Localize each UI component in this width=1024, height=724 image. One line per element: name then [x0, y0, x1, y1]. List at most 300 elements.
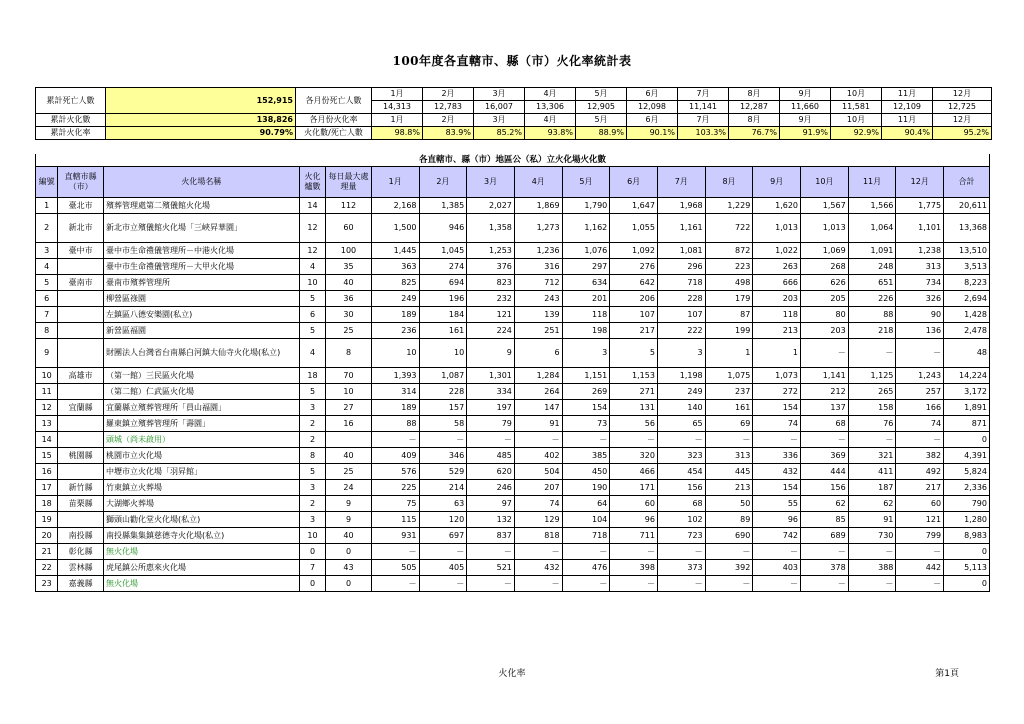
row-furnaces: 5	[299, 291, 325, 307]
monthly-rate-value: 92.9%	[831, 127, 882, 140]
row-month-value: －	[657, 544, 705, 560]
row-month-value: －	[705, 544, 753, 560]
row-month-value: 228	[657, 291, 705, 307]
row-month-value: －	[610, 544, 658, 560]
row-crematorium-name: 無火化場	[103, 576, 299, 592]
row-month-value: 1,393	[371, 368, 419, 384]
row-month-value: 323	[657, 448, 705, 464]
summary-month-header: 11月	[882, 88, 933, 101]
row-month-value: －	[801, 544, 849, 560]
row-capacity: 0	[326, 576, 372, 592]
row-month-value: 189	[371, 307, 419, 323]
table-row	[36, 291, 990, 307]
table-subtitle: 各直轄市、縣（市）地區公（私）立火化場火化數	[36, 154, 990, 167]
row-month-value: 257	[896, 384, 944, 400]
row-total: 20,611	[944, 198, 990, 214]
row-month-value: 248	[848, 259, 896, 275]
row-month-value: 166	[896, 400, 944, 416]
row-number: 13	[36, 416, 58, 432]
table-row	[36, 400, 990, 416]
row-month-value: 154	[753, 480, 801, 496]
row-city	[58, 339, 104, 368]
row-total: 3,513	[944, 259, 990, 275]
row-month-value: 156	[801, 480, 849, 496]
row-capacity: 112	[326, 198, 372, 214]
row-month-value: 576	[371, 464, 419, 480]
row-month-value: －	[848, 576, 896, 592]
table-row	[36, 323, 990, 339]
row-month-value: 316	[514, 259, 562, 275]
col-header-month: 8月	[705, 167, 753, 198]
row-month-value: 1,790	[562, 198, 610, 214]
row-number: 23	[36, 576, 58, 592]
row-total: 5,824	[944, 464, 990, 480]
col-header-month: 1月	[371, 167, 419, 198]
row-month-value: 382	[896, 448, 944, 464]
row-month-value: 1,358	[467, 214, 515, 243]
row-month-value: 385	[562, 448, 610, 464]
row-furnaces: 2	[299, 416, 325, 432]
row-furnaces: 14	[299, 198, 325, 214]
row-month-value: 276	[610, 259, 658, 275]
row-month-value: 136	[896, 323, 944, 339]
row-crematorium-name: 殯葬管理處第二殯儀館火化場	[103, 198, 299, 214]
monthly-rate-value: 90.1%	[627, 127, 678, 140]
row-month-value: 529	[419, 464, 467, 480]
row-month-value: 228	[419, 384, 467, 400]
monthly-death-value: 12,905	[576, 101, 627, 114]
row-month-value: 154	[562, 400, 610, 416]
table-row	[36, 198, 990, 214]
row-month-value: 1,087	[419, 368, 467, 384]
row-furnaces: 6	[299, 307, 325, 323]
col-header-city: 直轄市縣（市）	[58, 167, 104, 198]
row-month-value: 1	[705, 339, 753, 368]
row-total: 14,224	[944, 368, 990, 384]
row-month-value: 161	[419, 323, 467, 339]
row-total: 5,113	[944, 560, 990, 576]
row-month-value: 203	[801, 323, 849, 339]
row-month-value: 378	[801, 560, 849, 576]
row-month-value: 1,069	[801, 243, 849, 259]
summary-month-header: 10月	[831, 88, 882, 101]
table-row	[36, 496, 990, 512]
row-month-value: 1,620	[753, 198, 801, 214]
row-month-value: －	[801, 339, 849, 368]
row-capacity	[326, 432, 372, 448]
row-month-value: 69	[705, 416, 753, 432]
row-month-value: 521	[467, 560, 515, 576]
row-number: 2	[36, 214, 58, 243]
row-month-value: 179	[705, 291, 753, 307]
row-capacity: 10	[326, 384, 372, 400]
row-number: 12	[36, 400, 58, 416]
summary-table	[35, 87, 992, 140]
row-month-value: 140	[657, 400, 705, 416]
row-month-value: 91	[514, 416, 562, 432]
row-month-value: 694	[419, 275, 467, 291]
row-capacity: 27	[326, 400, 372, 416]
monthly-rate-value: 88.9%	[576, 127, 627, 140]
row-city: 臺中市	[58, 243, 104, 259]
row-month-value: 825	[371, 275, 419, 291]
row-month-value: －	[657, 576, 705, 592]
table-row	[36, 259, 990, 275]
row-month-value: 201	[562, 291, 610, 307]
row-month-value: 3	[657, 339, 705, 368]
row-month-value: 203	[753, 291, 801, 307]
row-month-value: 9	[467, 339, 515, 368]
row-number: 3	[36, 243, 58, 259]
monthly-death-value: 12,783	[423, 101, 474, 114]
row-month-value: 369	[801, 448, 849, 464]
row-number: 11	[36, 384, 58, 400]
monthly-rate-label: 各月份火化率	[296, 114, 372, 127]
row-month-value: 121	[467, 307, 515, 323]
row-month-value: 68	[657, 496, 705, 512]
row-month-value: 1,161	[657, 214, 705, 243]
row-city	[58, 416, 104, 432]
row-crematorium-name: 虎尾鎮公所惠來火化場	[103, 560, 299, 576]
row-month-value: －	[801, 576, 849, 592]
monthly-rate-value: 93.8%	[525, 127, 576, 140]
row-month-value: 392	[705, 560, 753, 576]
row-capacity: 9	[326, 496, 372, 512]
row-month-value: 476	[562, 560, 610, 576]
row-number: 20	[36, 528, 58, 544]
row-month-value: 442	[896, 560, 944, 576]
row-city: 彰化縣	[58, 544, 104, 560]
row-crematorium-name: 桃園市立火化場	[103, 448, 299, 464]
row-month-value: －	[514, 576, 562, 592]
row-month-value: 217	[610, 323, 658, 339]
row-month-value: 321	[848, 448, 896, 464]
row-number: 19	[36, 512, 58, 528]
row-month-value: －	[467, 544, 515, 560]
row-city: 苗栗縣	[58, 496, 104, 512]
row-capacity: 60	[326, 214, 372, 243]
summary-month-header: 4月	[525, 88, 576, 101]
table-row	[36, 384, 990, 400]
col-header-month: 7月	[657, 167, 705, 198]
col-header-capacity: 每日最大處理量	[326, 167, 372, 198]
row-total: 13,510	[944, 243, 990, 259]
row-month-value: 115	[371, 512, 419, 528]
row-month-value: 236	[371, 323, 419, 339]
row-month-value: 1,091	[848, 243, 896, 259]
row-month-value: 1,013	[801, 214, 849, 243]
monthly-rate-value: 76.7%	[729, 127, 780, 140]
row-month-value: －	[753, 432, 801, 448]
row-furnaces: 12	[299, 243, 325, 259]
row-crematorium-name: 宜蘭縣立殯葬管理所「員山福園」	[103, 400, 299, 416]
table-row	[36, 243, 990, 259]
row-furnaces: 10	[299, 275, 325, 291]
row-total: 1,280	[944, 512, 990, 528]
summary-month-header: 11月	[882, 114, 933, 127]
row-month-value: 409	[371, 448, 419, 464]
col-header-month: 11月	[848, 167, 896, 198]
row-month-value: 87	[705, 307, 753, 323]
summary-month-header: 3月	[474, 88, 525, 101]
row-month-value: 88	[371, 416, 419, 432]
row-total: 0	[944, 432, 990, 448]
row-month-value: 171	[610, 480, 658, 496]
row-month-value: 223	[705, 259, 753, 275]
col-header-month: 4月	[514, 167, 562, 198]
row-month-value: 79	[467, 416, 515, 432]
row-capacity: 40	[326, 528, 372, 544]
row-city	[58, 464, 104, 480]
row-month-value: 432	[753, 464, 801, 480]
row-month-value: －	[848, 339, 896, 368]
row-crematorium-name: 左鎮區八德安樂園(私立)	[103, 307, 299, 323]
row-month-value: 1,243	[896, 368, 944, 384]
table-row	[36, 432, 990, 448]
row-number: 21	[36, 544, 58, 560]
row-month-value: 74	[753, 416, 801, 432]
row-month-value: 199	[705, 323, 753, 339]
row-month-value: 1,125	[848, 368, 896, 384]
row-month-value: 102	[657, 512, 705, 528]
row-month-value: 1	[753, 339, 801, 368]
row-total: 0	[944, 576, 990, 592]
table-row	[36, 544, 990, 560]
row-furnaces: 12	[299, 214, 325, 243]
row-month-value: 376	[467, 259, 515, 275]
row-month-value: －	[610, 576, 658, 592]
col-header-month: 12月	[896, 167, 944, 198]
row-month-value: 251	[514, 323, 562, 339]
row-capacity: 40	[326, 275, 372, 291]
row-month-value: 718	[562, 528, 610, 544]
row-month-value: －	[467, 432, 515, 448]
row-month-value: 1,045	[419, 243, 467, 259]
summary-month-header: 12月	[933, 88, 992, 101]
monthly-death-value: 12,109	[882, 101, 933, 114]
row-month-value: 197	[467, 400, 515, 416]
row-month-value: 402	[514, 448, 562, 464]
row-month-value: 718	[657, 275, 705, 291]
row-month-value: 80	[801, 307, 849, 323]
summary-month-header: 6月	[627, 88, 678, 101]
row-month-value: 1,968	[657, 198, 705, 214]
monthly-death-value: 12,287	[729, 101, 780, 114]
deaths-value: 152,915	[106, 88, 296, 114]
row-month-value: 1,076	[562, 243, 610, 259]
row-month-value: －	[419, 432, 467, 448]
row-month-value: 243	[514, 291, 562, 307]
summary-month-header: 3月	[474, 114, 525, 127]
monthly-deaths-label: 各月份死亡人數	[296, 88, 372, 114]
row-month-value: 837	[467, 528, 515, 544]
row-number: 16	[36, 464, 58, 480]
row-month-value: 634	[562, 275, 610, 291]
summary-month-header: 8月	[729, 114, 780, 127]
row-total: 2,336	[944, 480, 990, 496]
table-row	[36, 339, 990, 368]
row-month-value: 872	[705, 243, 753, 259]
sheet-name: 火化率	[498, 669, 526, 679]
row-month-value: －	[514, 432, 562, 448]
table-row	[36, 480, 990, 496]
row-month-value: 157	[419, 400, 467, 416]
summary-month-header: 9月	[780, 88, 831, 101]
row-total: 0	[944, 544, 990, 560]
row-month-value: －	[705, 576, 753, 592]
row-crematorium-name: 大湖鄉火葬場	[103, 496, 299, 512]
row-month-value: 405	[419, 560, 467, 576]
row-month-value: 742	[753, 528, 801, 544]
row-month-value: 690	[705, 528, 753, 544]
table-row	[36, 307, 990, 323]
row-month-value: 651	[848, 275, 896, 291]
row-month-value: 184	[419, 307, 467, 323]
row-month-value: 50	[705, 496, 753, 512]
summary-month-header: 7月	[678, 88, 729, 101]
row-month-value: 1,253	[467, 243, 515, 259]
row-furnaces: 3	[299, 512, 325, 528]
row-month-value: 432	[514, 560, 562, 576]
row-month-value: 75	[371, 496, 419, 512]
row-month-value: 411	[848, 464, 896, 480]
row-month-value: 1,229	[705, 198, 753, 214]
row-month-value: 388	[848, 560, 896, 576]
formula-label: 火化數/死亡人數	[296, 127, 372, 140]
row-capacity: 0	[326, 544, 372, 560]
row-month-value: 1,445	[371, 243, 419, 259]
row-month-value: 268	[801, 259, 849, 275]
row-month-value: 2,027	[467, 198, 515, 214]
row-month-value: 1,647	[610, 198, 658, 214]
row-month-value: 274	[419, 259, 467, 275]
col-header-no: 編號	[36, 167, 58, 198]
row-month-value: 213	[753, 323, 801, 339]
row-month-value: 206	[610, 291, 658, 307]
row-month-value: 297	[562, 259, 610, 275]
row-furnaces: 7	[299, 560, 325, 576]
row-month-value: 74	[896, 416, 944, 432]
row-month-value: 1,073	[753, 368, 801, 384]
row-total: 4,391	[944, 448, 990, 464]
row-month-value: 450	[562, 464, 610, 480]
row-month-value: 74	[514, 496, 562, 512]
row-month-value: 642	[610, 275, 658, 291]
row-capacity: 24	[326, 480, 372, 496]
row-crematorium-name: 無火化場	[103, 544, 299, 560]
row-month-value: 213	[705, 480, 753, 496]
row-month-value: 62	[848, 496, 896, 512]
row-number: 14	[36, 432, 58, 448]
monthly-rate-value: 83.9%	[423, 127, 474, 140]
row-month-value: 1,022	[753, 243, 801, 259]
row-crematorium-name: （第一館）三民區火化場	[103, 368, 299, 384]
deaths-label: 累計死亡人數	[36, 88, 106, 114]
col-header-month: 3月	[467, 167, 515, 198]
row-month-value: 214	[419, 480, 467, 496]
row-furnaces: 10	[299, 528, 325, 544]
row-capacity: 9	[326, 512, 372, 528]
row-month-value: 498	[705, 275, 753, 291]
row-month-value: 222	[657, 323, 705, 339]
row-number: 5	[36, 275, 58, 291]
row-furnaces: 3	[299, 480, 325, 496]
row-month-value: 363	[371, 259, 419, 275]
monthly-rate-value: 90.4%	[882, 127, 933, 140]
table-row	[36, 560, 990, 576]
row-month-value: 246	[467, 480, 515, 496]
row-city	[58, 512, 104, 528]
row-city: 新竹縣	[58, 480, 104, 496]
row-month-value: 91	[848, 512, 896, 528]
row-number: 18	[36, 496, 58, 512]
summary-month-header: 2月	[423, 88, 474, 101]
row-capacity: 8	[326, 339, 372, 368]
row-month-value: 1,567	[801, 198, 849, 214]
row-month-value: 132	[467, 512, 515, 528]
row-month-value: 120	[419, 512, 467, 528]
summary-month-header: 2月	[423, 114, 474, 127]
row-month-value: 121	[896, 512, 944, 528]
row-crematorium-name: 臺中市生命禮儀管理所－大甲火化場	[103, 259, 299, 275]
row-month-value: －	[848, 432, 896, 448]
row-month-value: 161	[705, 400, 753, 416]
row-month-value: －	[896, 576, 944, 592]
row-month-value: 96	[610, 512, 658, 528]
cremations-value: 138,826	[106, 114, 296, 127]
row-month-value: 60	[610, 496, 658, 512]
row-month-value: 1,141	[801, 368, 849, 384]
rate-value: 90.79%	[106, 127, 296, 140]
row-month-value: 711	[610, 528, 658, 544]
row-capacity: 30	[326, 307, 372, 323]
row-month-value: 5	[610, 339, 658, 368]
row-month-value: 271	[610, 384, 658, 400]
row-month-value: －	[753, 544, 801, 560]
row-month-value: 1,775	[896, 198, 944, 214]
row-city	[58, 259, 104, 275]
row-furnaces: 5	[299, 323, 325, 339]
row-month-value: 373	[657, 560, 705, 576]
row-month-value: 64	[562, 496, 610, 512]
row-month-value: 946	[419, 214, 467, 243]
row-month-value: 224	[467, 323, 515, 339]
row-month-value: －	[657, 432, 705, 448]
table-row	[36, 368, 990, 384]
row-month-value: －	[848, 544, 896, 560]
row-month-value: 139	[514, 307, 562, 323]
row-month-value: －	[371, 544, 419, 560]
page-title: 100年度各直轄市、縣（市）火化率統計表	[392, 54, 632, 68]
row-month-value: 97	[467, 496, 515, 512]
row-capacity: 43	[326, 560, 372, 576]
row-month-value: 454	[657, 464, 705, 480]
row-month-value: －	[610, 432, 658, 448]
row-furnaces: 2	[299, 432, 325, 448]
row-crematorium-name: 新營區福園	[103, 323, 299, 339]
monthly-death-value: 11,141	[678, 101, 729, 114]
row-month-value: 68	[801, 416, 849, 432]
page-number: 第1頁	[935, 669, 959, 679]
row-month-value: 398	[610, 560, 658, 576]
row-month-value: 10	[371, 339, 419, 368]
row-month-value: 1,092	[610, 243, 658, 259]
row-month-value: 326	[896, 291, 944, 307]
row-month-value: 466	[610, 464, 658, 480]
row-month-value: 485	[467, 448, 515, 464]
row-total: 8,223	[944, 275, 990, 291]
row-month-value: 217	[896, 480, 944, 496]
